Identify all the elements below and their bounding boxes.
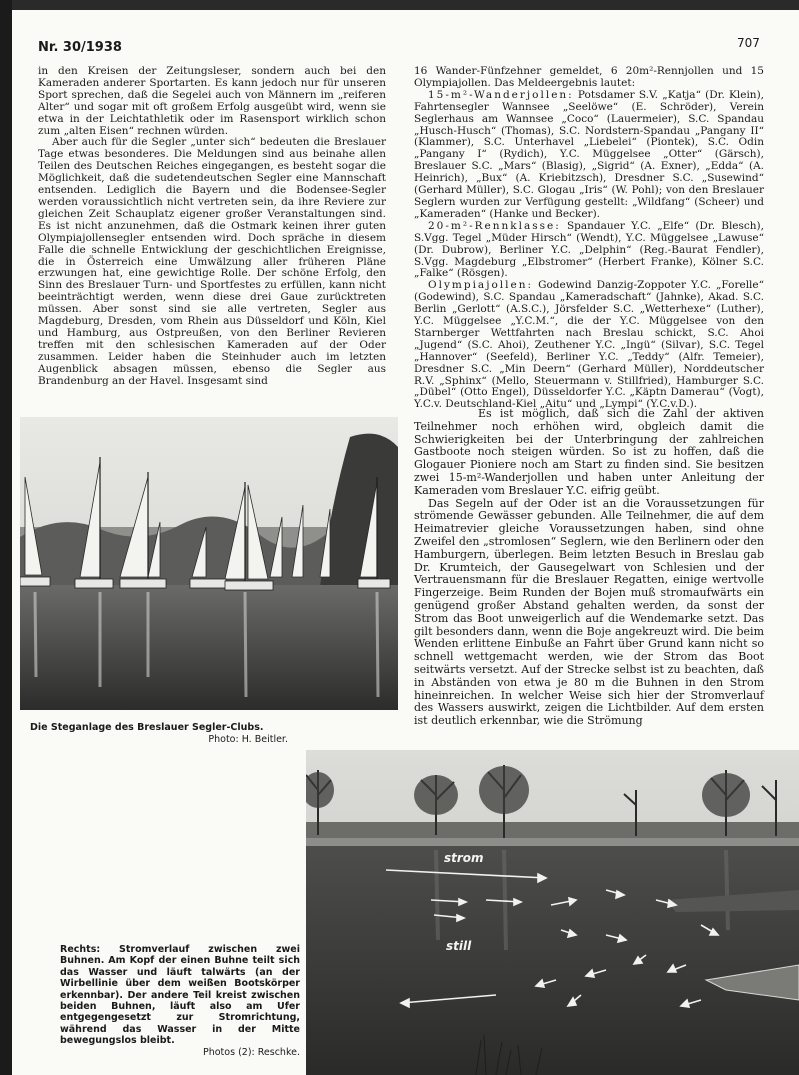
column-left	[38, 66, 386, 387]
entry-text: Spandauer Y.C. „Elfe“ (Dr. Blesch), S.Vgg. Tegel „Müder Hirsch“ (Wendt), Y.C. Müggelsee „Lawuse“ (Dr. Dubrow), Berliner Y.C. „Delphin“ (Reg.-Baurat Fendler), S.Vgg. Magdeburg „Elbstromer“ (Herbert Franke), Kölner S.C. „Falke“ (Rösgen).	[414, 219, 764, 280]
paragraph: Aber auch für die Segler „unter sich“ bedeuten die Breslauer Tage etwas besonderes. Die Meldungen sind aus beinahe allen Teilen des Deutschen Reiches eingegangen, es besteht sogar die Möglichkeit, daß die sudetendeutschen Segler eine Mannschaft entsenden. Lediglich die Bayern und die Bodensee-Segler werden voraussichtlich nicht vertreten sein, da ihre Reviere zur gleichen Zeit Schauplatz eigener großer Veranstaltungen sind. Es ist nicht anzunehmen, daß die Ostmark keinen ihrer guten Olympiajollensegler entsenden wird. Doch spräche in diesem Falle die schnelle Entwicklung der geschichtlichen Ereignisse, die in Österreich eine Umwälzung aller früheren Pläne erzwungen hat, eine gewichtige Rolle. Der schöne Erfolg, den Sinn des Breslauer Turn- und Sportfestes zu erfüllen, kann nicht beeinträchtigt werden, wenn diese drei Gaue zurücktreten müssen. Aber sonst sind sie alle vertreten, Segler aus Magdeburg, Dresden, vom Rhein aus Düsseldorf und Köln, Kiel und Hamburg, aus Ostpreußen, von den Berliner Revieren treffen mit den schlesischen Kameraden auf der Oder zusammen. Leider haben die Steinhuder auch im letzten Augenblick absagen müssen, ebenso die Segler aus Brandenburg an der Havel. Insgesamt sind	[38, 136, 386, 387]
paragraph-intro: 16 Wander-Fünfzehner gemeldet, 6 20m²-Rennjollen und 15 Olympiajollen. Das Meldeergebnis lautet:	[414, 65, 764, 89]
page-top-band	[0, 0, 799, 10]
paragraph: Es ist möglich, daß sich die Zahl der aktiven Teilnehmer noch erhöhen wird, obgleich damit die Schwierigkeiten bei der Unterbringung der zahlreichen Gastboote noch steigen würden. So ist zu hoffen, daß die Glogauer Pioniere noch am Start zu finden sind. Sie besitzen zwei 15-m²-Wanderjollen und haben unter Anleitung der Kameraden vom Breslauer Y.C. eifrig geübt.	[414, 407, 764, 497]
caption-photo2	[60, 944, 300, 1058]
caption-title: Rechts: Stromverlauf zwischen zwei Buhnen.	[60, 944, 300, 967]
column-right-bottom	[414, 408, 764, 728]
paragraph: Das Segeln auf der Oder ist an die Voraussetzungen für strömende Gewässer gebunden. Alle Teilnehmer, die auf dem Heimatrevier gleiche Voraussetzungen haben, sind ohne Zweifel den „stromlosen“ Seglern, wie den Berlinern oder den Hamburgern, überlegen. Beim letzten Besuch in Breslau gab Dr. Krumteich, der Gausegelwart von Schlesien und der Vertrauensmann für die Breslauer Regatten, einige wertvolle Fingerzeige. Beim Runden der Bojen muß stromaufwärts ein genügend großer Abstand gehalten werden, da sonst der Strom das Boot unweigerlich auf die Wendemarke setzt. Das gilt besonders dann, wenn die Boje angekreuzt wird. Die beim Wenden erlittene Einbuße an Fahrt über Grund kann nicht so schnell wettgemacht werden, wie der Strom das Boot seitwärts versetzt. Auf der Strecke selbst ist zu beachten, daß in Abständen von etwa je 80 m die Buhnen in den Strom hineinreichen. In welcher Weise sich hier der Stromverlauf des Wassers auswirkt, zeigen die Lichtbilder. Auf dem ersten ist deutlich erkennbar, wie die Strömung	[414, 496, 764, 728]
column-right-top	[414, 66, 764, 411]
entry-label: 15-m²-Wanderjollen:	[428, 88, 574, 101]
caption-title: Die Steganlage des Breslauer Segler-Clubs.	[30, 722, 264, 733]
entry-label: 20-m²-Rennklasse:	[428, 219, 561, 232]
page-number: 707	[737, 36, 760, 50]
entry-label: Olympiajollen:	[428, 279, 534, 292]
page-edge-shadow	[0, 0, 12, 1075]
photo-credit: Photo: H. Beitler.	[208, 733, 288, 745]
paragraph: in den Kreisen der Zeitungsleser, sondern auch bei den Kameraden anderer Sportarten. Es kann jedoch nur für unseren Sport sprechen, daß die Segelei auch von Männern im „reiferen Alter“ und sogar mit oft großem Erfolg ausgeübt wird, wenn sie etwa in der Leichtathletik oder im Rasensport wirklich schon zum „alten Eisen“ rechnen würden.	[38, 65, 386, 137]
entry-text: Godewind Danzig-Zoppoter Y.C. „Forelle“ (Godewind), S.C. Spandau „Kameradschaft“ (Jahnke), Akad. S.C. Berlin „Gerlott“ (A.S.C.), Jörsfelder S.C. „Wetterhexe“ (Luther), Y.C. Müggelsee „Y.C.M.“, die der Y.C. Müggelsee von den Starnberger Wettfahrten nach Breslau schickt, S.C. Ahoi „Jugend“ (S.C. Ahoi), Zeuthener Y.C. „Ingü“ (Silvar), S.C. Tegel „Hannover“ (Seefeld), Berliner Y.C. „Teddy“ (Alfr. Temeier), Dresdner S.C. „Min Deern“ (Gerhard Müller), Norddeutscher R.V. „Sphinx“ (Mello, Steuermann v. Stillfried), Hamburger S.C. „Dübel“ (Otto Engel), Düsseldorfer Y.C. „Käptn Damerau“ (Vogt), Y.C.v. Deutschland-Kiel „Aitu“ und „Lympi“ (Y.C.v.D.).	[414, 279, 764, 411]
caption-text: Am Kopf der einen Buhne teilt sich das Wasser und läuft talwärts (an der Wirbellinie über dem weißen Bootskörper erkennbar). Der andere Teil kreist zwischen beiden Buhnen, läuft also am Ufer entgegengesetzt zur Stromrichtung, während das Wasser in der Mitte bewegungslos bleibt.	[60, 955, 300, 1047]
photo-credit: Photos (2): Reschke.	[203, 1046, 300, 1058]
issue-number: Nr. 30/1938	[38, 40, 122, 55]
entry-text: Potsdamer S.V. „Katja“ (Dr. Klein), Fahrtensegler Wannsee „Seelöwe“ (E. Schröder), Verein Seglerhaus am Wannsee „Coco“ (Lauermeier), S.C. Spandau „Husch-Husch“ (Thomas), S.C. Nordstern-Spandau „Pangany II“ (Klammer), S.C. Unterhavel „Liebelei“ (Piontek), S.C. Odin „Pangany I“ (Rydich), Y.C. Müggelsee „Otter“ (Gärsch), Breslauer S.C. „Mars“ (Blasig), „Sigrid“ (A. Exner), „Edda“ (A. Heinrich), „Bux“ (A. Kriebitzsch), Dresdner S.C. „Susewind“ (Gerhard Müller), S.C. Glogau „Iris“ (W. Pohl); von den Breslauer Seglern wurden zur Verfügung gestellt: „Wildfang“ (Scheer) und „Kameraden“ (Hanke und Becker).	[414, 88, 765, 220]
photo-sailboat-jetty	[20, 417, 398, 710]
entry-rennklasse	[414, 221, 764, 281]
label-strom: strom	[444, 851, 484, 865]
label-still: still	[446, 939, 472, 953]
photo-river-current	[306, 750, 799, 1075]
caption-photo1	[30, 722, 288, 745]
entry-olympiajollen	[414, 280, 764, 411]
entry-wanderjollen	[414, 90, 764, 221]
